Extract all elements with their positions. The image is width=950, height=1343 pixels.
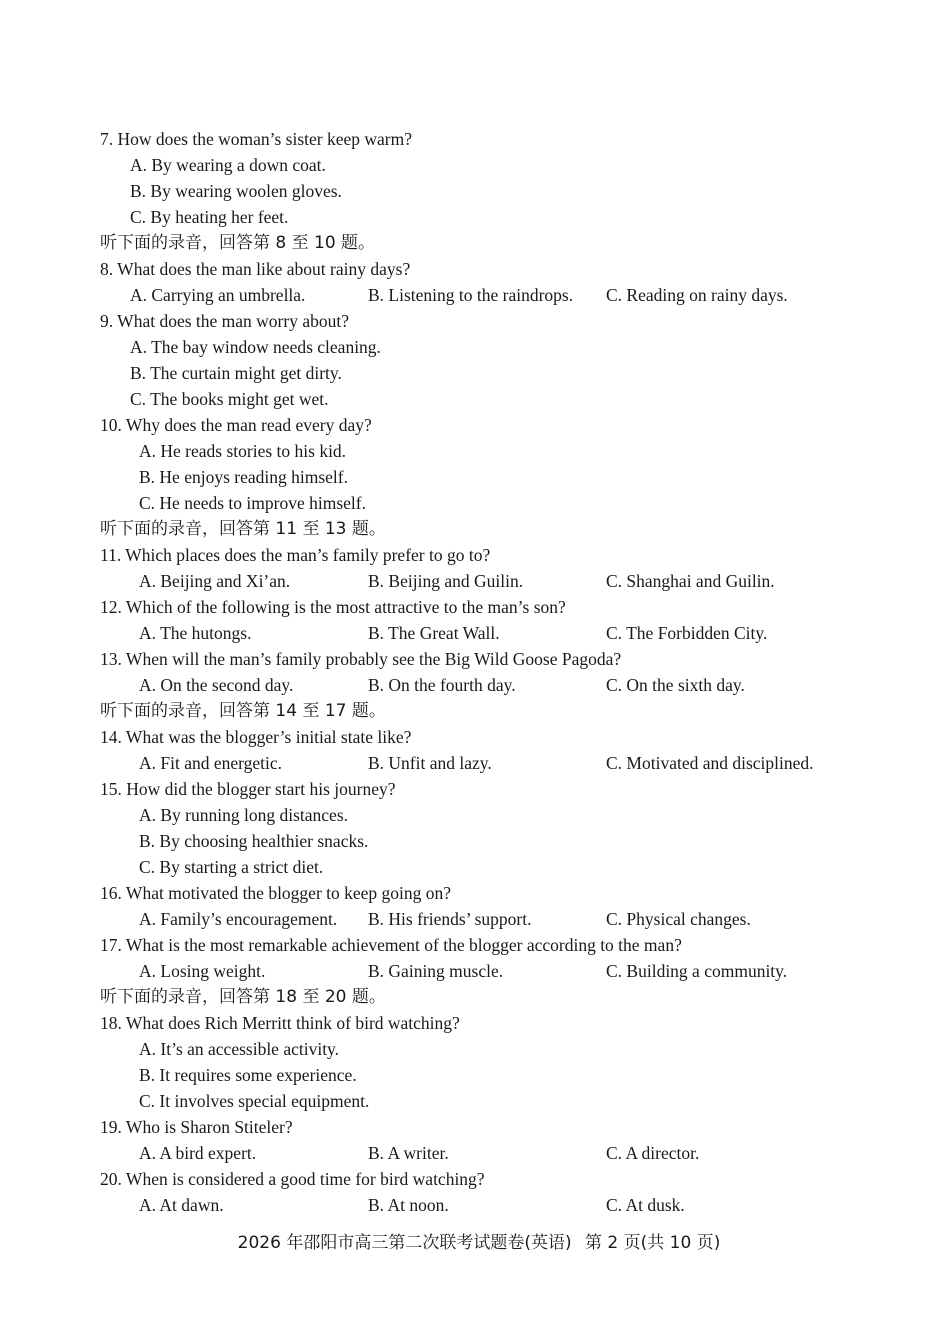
- answer-option: B. It requires some experience.: [139, 1065, 357, 1085]
- option-a: A. On the second day.: [139, 675, 294, 695]
- answer-option: A. He reads stories to his kid.: [139, 441, 347, 461]
- question-stem: 12. Which of the following is the most attractive to the man’s son?: [100, 597, 566, 617]
- answer-option: B. By choosing healthier snacks.: [139, 831, 369, 851]
- question-stem: 11. Which places does the man’s family prefer to go to?: [100, 545, 491, 565]
- option-b: B. Listening to the raindrops.: [368, 285, 574, 305]
- option-c: C. Shanghai and Guilin.: [606, 571, 775, 591]
- option-b: B. Unfit and lazy.: [368, 753, 492, 773]
- question-stem: 9. What does the man worry about?: [100, 311, 349, 331]
- footer-page-number: 第 2 页(共 10 页): [585, 1233, 721, 1253]
- answer-option: A. The bay window needs cleaning.: [130, 337, 381, 357]
- answer-option: A. By running long distances.: [139, 805, 349, 825]
- option-c: C. Physical changes.: [606, 909, 751, 929]
- section-instruction: 听下面的录音，回答第 14 至 17 题。: [100, 701, 386, 721]
- question-stem: 7. How does the woman’s sister keep warm?: [100, 129, 413, 149]
- option-c: C. The Forbidden City.: [606, 623, 768, 643]
- option-c: C. Building a community.: [606, 961, 788, 981]
- option-b: B. The Great Wall.: [368, 623, 500, 643]
- question-stem: 8. What does the man like about rainy days?: [100, 259, 411, 279]
- question-stem: 17. What is the most remarkable achievement of the blogger according to the man?: [100, 935, 682, 955]
- option-a: A. Beijing and Xi’an.: [139, 571, 291, 591]
- answer-option: A. It’s an accessible activity.: [139, 1039, 340, 1059]
- option-b: B. His friends’ support.: [368, 909, 532, 929]
- option-a: A. A bird expert.: [139, 1143, 257, 1163]
- question-stem: 18. What does Rich Merritt think of bird watching?: [100, 1013, 460, 1033]
- option-b: B. At noon.: [368, 1195, 449, 1215]
- section-instruction: 听下面的录音，回答第 8 至 10 题。: [100, 233, 376, 253]
- option-a: A. Family’s encouragement.: [139, 909, 338, 929]
- option-b: B. On the fourth day.: [368, 675, 516, 695]
- answer-option: C. The books might get wet.: [130, 389, 329, 409]
- answer-option: A. By wearing a down coat.: [130, 155, 326, 175]
- question-stem: 10. Why does the man read every day?: [100, 415, 372, 435]
- option-c: C. A director.: [606, 1143, 700, 1163]
- page-footer: [0, 1232, 950, 1254]
- option-c: C. Motivated and disciplined.: [606, 753, 814, 773]
- question-stem: 19. Who is Sharon Stiteler?: [100, 1117, 293, 1137]
- option-c: C. On the sixth day.: [606, 675, 745, 695]
- question-stem: 14. What was the blogger’s initial state like?: [100, 727, 412, 747]
- section-instruction: 听下面的录音，回答第 11 至 13 题。: [100, 519, 386, 539]
- question-stem: 16. What motivated the blogger to keep going on?: [100, 883, 452, 903]
- question-stem: 15. How did the blogger start his journey?: [100, 779, 396, 799]
- section-instruction: 听下面的录音，回答第 18 至 20 题。: [100, 987, 386, 1007]
- option-c: C. Reading on rainy days.: [606, 285, 788, 305]
- option-a: A. Fit and energetic.: [139, 753, 283, 773]
- answer-option: B. By wearing woolen gloves.: [130, 181, 342, 201]
- option-a: A. Losing weight.: [139, 961, 266, 981]
- answer-option: C. By starting a strict diet.: [139, 857, 324, 877]
- option-b: B. Gaining muscle.: [368, 961, 504, 981]
- answer-option: C. It involves special equipment.: [139, 1091, 370, 1111]
- option-b: B. Beijing and Guilin.: [368, 571, 524, 591]
- answer-option: B. He enjoys reading himself.: [139, 467, 348, 487]
- footer-title: 2026 年邵阳市高三第二次联考试题卷(英语): [237, 1233, 572, 1253]
- question-stem: 13. When will the man’s family probably see the Big Wild Goose Pagoda?: [100, 649, 622, 669]
- option-a: A. The hutongs.: [139, 623, 252, 643]
- option-c: C. At dusk.: [606, 1195, 685, 1215]
- answer-option: B. The curtain might get dirty.: [130, 363, 342, 383]
- question-stem: 20. When is considered a good time for bird watching?: [100, 1169, 485, 1189]
- answer-option: C. He needs to improve himself.: [139, 493, 366, 513]
- option-a: A. At dawn.: [139, 1195, 224, 1215]
- option-b: B. A writer.: [368, 1143, 449, 1163]
- answer-option: C. By heating her feet.: [130, 207, 289, 227]
- option-a: A. Carrying an umbrella.: [130, 285, 306, 305]
